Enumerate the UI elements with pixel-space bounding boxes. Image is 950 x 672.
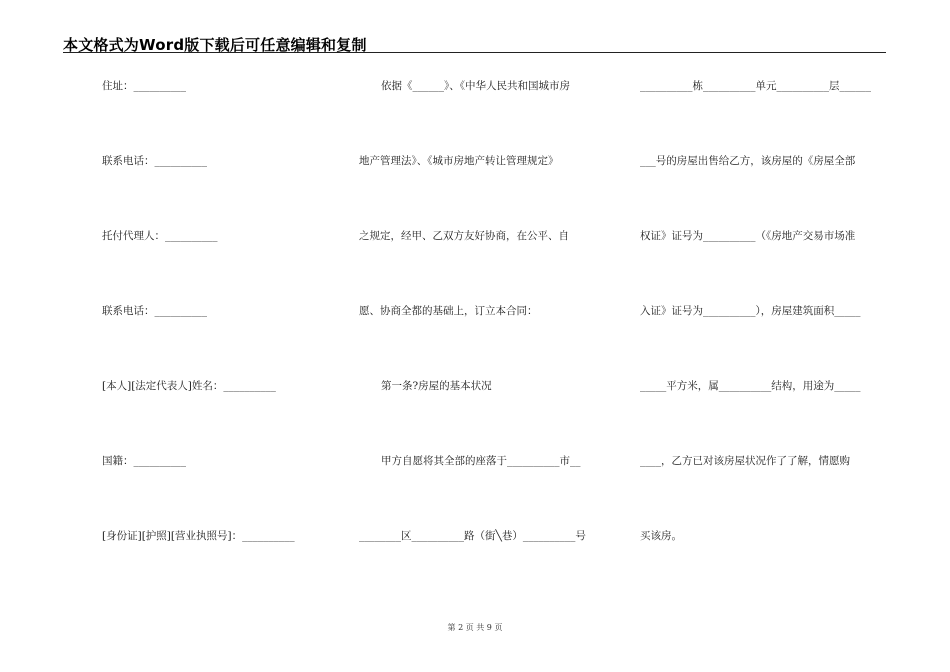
- address-field: 住址：__________: [102, 80, 186, 92]
- contract-text-line: 买该房。: [640, 530, 682, 542]
- contract-text-line: _____平方米，属__________结构，用途为_____: [640, 380, 861, 392]
- contract-text-line: 甲方自愿将其全部的座落于__________市__: [381, 455, 581, 467]
- phone-field: 联系电话：__________: [102, 155, 207, 167]
- contract-text-line: ________区__________路（街╲巷）__________号: [359, 530, 586, 542]
- representative-name-field: [本人][法定代表人]姓名：__________: [102, 380, 276, 392]
- contract-text-line: ____，乙方已对该房屋状况作了了解，情愿购: [640, 455, 850, 467]
- id-number-field: [身份证][护照][营业执照号]：__________: [102, 530, 295, 542]
- nationality-field: 国籍：__________: [102, 455, 186, 467]
- contract-text-line: 依据《______》、《中华人民共和国城市房: [381, 80, 570, 92]
- header-divider: [63, 52, 886, 53]
- page-number: 第 2 页 共 9 页: [447, 623, 503, 632]
- contract-text-line: __________栋__________单元__________层______: [640, 80, 871, 92]
- contract-text-line: 地产管理法》、《城市房地产转让管理规定》: [359, 155, 559, 167]
- agent-phone-field: 联系电话：__________: [102, 305, 207, 317]
- contract-text-line: ___号的房屋出售给乙方，该房屋的《房屋全部: [640, 155, 856, 167]
- contract-text-line: 之规定，经甲、乙双方友好协商，在公平、自: [359, 230, 569, 242]
- contract-text-line: 权证》证号为__________（《房地产交易市场准: [640, 230, 856, 242]
- contract-text-line: 入证》证号为__________），房屋建筑面积_____: [640, 305, 861, 317]
- article-heading: 第一条?房屋的基本状况: [381, 380, 492, 392]
- agent-field: 托付代理人：__________: [102, 230, 218, 242]
- contract-text-line: 愿、协商全都的基础上，订立本合同：: [359, 305, 538, 317]
- document-header-title: 本文格式为Word版下载后可任意编辑和复制: [63, 36, 367, 54]
